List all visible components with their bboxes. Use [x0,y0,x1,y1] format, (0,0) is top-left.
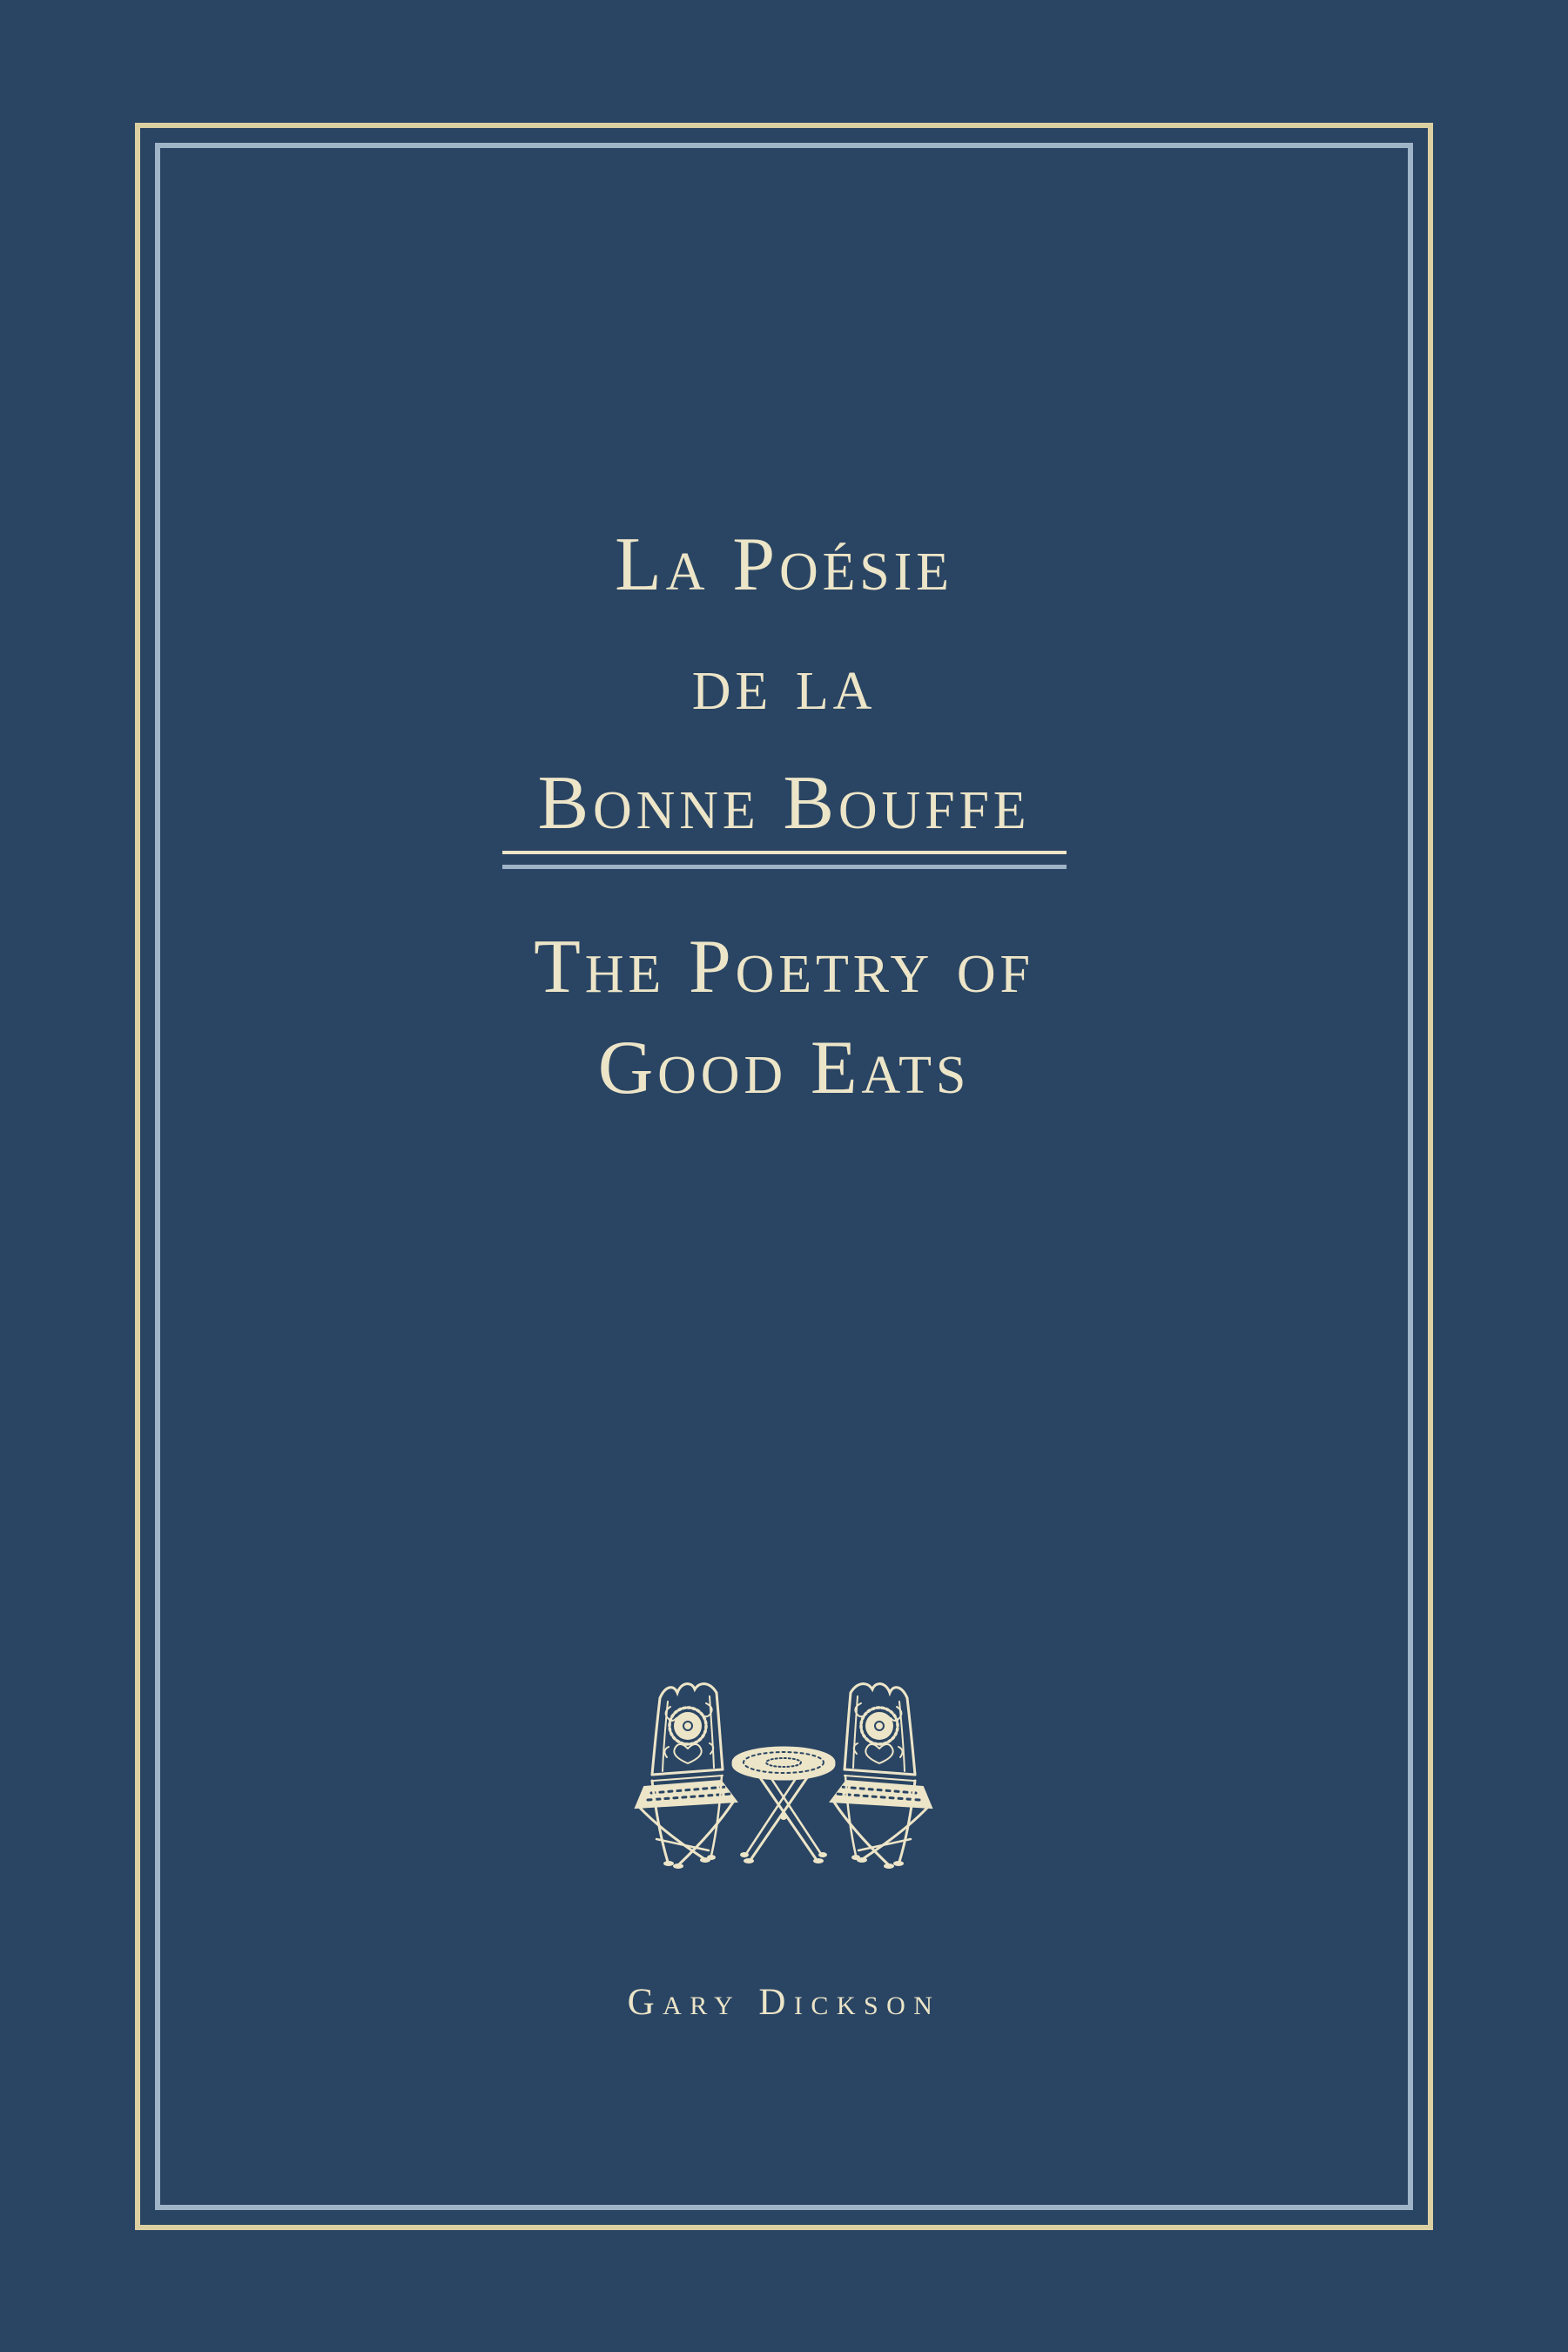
french-title [0,505,1568,863]
bistro-set-illustration [627,1677,940,1874]
divider-cream-rule [502,851,1067,854]
divider-steel-rule [502,865,1067,869]
english-title-line-2: Good Eats [597,1026,971,1110]
bistro-chair-right [831,1684,932,1869]
bistro-chair-left [636,1684,737,1869]
english-title-line-1: The Poetry of [534,925,1034,1009]
english-title [0,917,1568,1119]
bistro-set-icon [627,1677,940,1874]
french-title-line-2: de la [691,642,877,726]
inner-frame-rule [155,143,1413,2210]
bistro-table [733,1748,834,1863]
author-name: Gary Dickson [627,1982,941,2023]
french-title-line-1: La Poésie [615,522,953,607]
french-title-line-3: Bonne Bouffe [537,761,1031,846]
title-divider [502,851,1067,869]
